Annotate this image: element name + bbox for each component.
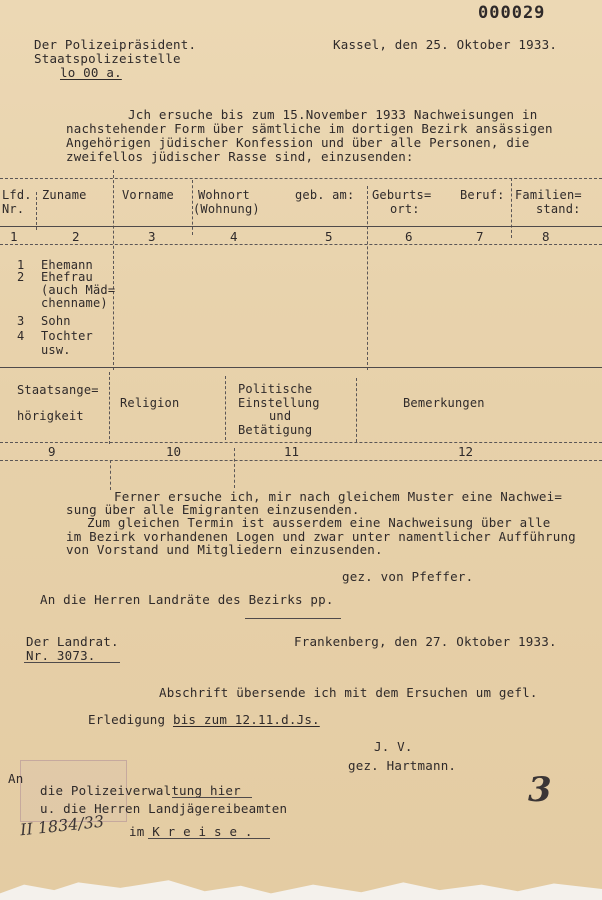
header-beruf: Beruf: bbox=[460, 188, 505, 202]
header-nr: Nr. bbox=[2, 202, 25, 216]
kreise-line bbox=[129, 825, 253, 839]
col-divider bbox=[234, 448, 235, 488]
landrat-number: Nr. 3073. bbox=[26, 648, 96, 663]
col-number: 8 bbox=[542, 229, 550, 244]
col-divider bbox=[113, 170, 114, 370]
row-label: usw. bbox=[41, 343, 71, 357]
row-number: 3 bbox=[17, 314, 25, 328]
further-line: im Bezirk vorhandenen Logen und zwar unter namentlicher Aufführung bbox=[66, 529, 576, 544]
landrat-rule bbox=[24, 662, 120, 663]
signature-pfeffer: gez. von Pfeffer. bbox=[342, 569, 474, 584]
row-label: chenname) bbox=[41, 296, 108, 310]
header-geburtsort: Geburts= bbox=[372, 188, 432, 202]
signature-hartmann: gez. Hartmann. bbox=[348, 758, 457, 773]
col-number: 10 bbox=[166, 444, 182, 459]
table2-top-rule bbox=[0, 367, 602, 368]
torn-edge bbox=[0, 878, 602, 900]
header-wohnung: (Wohnung) bbox=[193, 202, 260, 216]
col-number: 6 bbox=[405, 229, 413, 244]
col-divider bbox=[367, 186, 368, 370]
table1-number-rule bbox=[0, 244, 602, 245]
sender-title: Der Polizeipräsident. bbox=[34, 37, 197, 52]
col-divider bbox=[36, 192, 37, 230]
col-divider bbox=[356, 378, 357, 442]
col-number: 11 bbox=[284, 444, 300, 459]
col-number: 2 bbox=[72, 229, 80, 244]
header-politische: und bbox=[269, 409, 292, 423]
col-divider bbox=[511, 178, 512, 238]
erledigung-prefix: Erledigung bbox=[88, 712, 173, 727]
col-number: 1 bbox=[10, 229, 18, 244]
copy-line: Abschrift übersende ich mit dem Ersuchen um gefl. bbox=[159, 685, 538, 700]
row-number: 2 bbox=[17, 270, 25, 284]
header-zuname: Zuname bbox=[42, 188, 87, 202]
col-number: 4 bbox=[230, 229, 238, 244]
recipient-polizei-text: die Polizeiverwaltung hier bbox=[40, 783, 241, 798]
row-label: Sohn bbox=[41, 314, 71, 328]
table2-number-rule bbox=[0, 460, 602, 461]
col-divider bbox=[225, 376, 226, 440]
an-label: An bbox=[8, 771, 24, 786]
document-number: 000029 bbox=[478, 3, 546, 23]
intro-line: Jch ersuche bis zum 15.November 1933 Nachweisungen in bbox=[128, 107, 538, 122]
landrat-title: Der Landrat. bbox=[26, 634, 119, 649]
header-vorname: Vorname bbox=[122, 188, 174, 202]
row-number: 1 bbox=[17, 258, 25, 272]
intro-line: Angehörigen jüdischer Konfession und über alle Personen, die bbox=[66, 135, 530, 150]
stamp-number-handwritten: II 1834/33 bbox=[19, 811, 105, 840]
row-label: Ehemann bbox=[41, 258, 93, 272]
row-label: (auch Mäd= bbox=[41, 283, 116, 297]
kreise-prefix: im bbox=[129, 824, 153, 839]
col-number: 3 bbox=[148, 229, 156, 244]
col-divider bbox=[110, 460, 111, 490]
header-politische: Politische bbox=[238, 382, 313, 396]
further-line: von Vorstand und Mitgliedern einzusenden. bbox=[66, 542, 383, 557]
header-geburtsort: ort: bbox=[390, 202, 420, 216]
sender-department: Staatspolizeistelle bbox=[34, 51, 181, 66]
header-wohnort: Wohnort bbox=[198, 188, 250, 202]
header-religion: Religion bbox=[120, 396, 180, 410]
separator-rule bbox=[245, 618, 341, 619]
header-geb: geb. am: bbox=[295, 188, 355, 202]
header-staatsangehoerigkeit: hörigkeit bbox=[17, 409, 84, 423]
jv-label: J. V. bbox=[374, 739, 413, 754]
header-bemerkungen: Bemerkungen bbox=[403, 396, 485, 410]
recipient-polizei bbox=[40, 784, 241, 798]
erledigung-line bbox=[88, 713, 320, 727]
landrat-place-date: Frankenberg, den 27. Oktober 1933. bbox=[294, 634, 557, 649]
col-number: 12 bbox=[458, 444, 474, 459]
recipients-landraete: An die Herren Landräte des Bezirks pp. bbox=[40, 592, 334, 607]
kreise-word: K r e i s e . bbox=[152, 824, 253, 839]
intro-line: nachstehender Form über sämtliche im dortigen Bezirk ansässigen bbox=[66, 121, 553, 136]
header-politische: Einstellung bbox=[238, 396, 320, 410]
row-number: 4 bbox=[17, 329, 25, 343]
further-line: sung über alle Emigranten einzusenden. bbox=[66, 502, 360, 517]
table2-header-rule bbox=[0, 442, 602, 443]
place-date: Kassel, den 25. Oktober 1933. bbox=[333, 37, 558, 52]
header-familienstand: stand: bbox=[536, 202, 581, 216]
header-familienstand: Familien= bbox=[515, 188, 582, 202]
kreise-rule bbox=[148, 838, 270, 839]
table1-header-rule bbox=[0, 226, 602, 227]
further-line: Ferner ersuche ich, mir nach gleichem Muster eine Nachwei= bbox=[114, 489, 563, 504]
recipient-landjaeger: u. die Herren Landjägereibeamten bbox=[40, 801, 288, 816]
col-number: 9 bbox=[48, 444, 56, 459]
row-label: Tochter bbox=[41, 329, 93, 343]
header-staatsangehoerigkeit: Staatsange= bbox=[17, 383, 99, 397]
header-politische: Betätigung bbox=[238, 423, 313, 437]
further-line: Zum gleichen Termin ist ausserdem eine Nachweisung über alle bbox=[87, 515, 551, 530]
header-lfd: Lfd. bbox=[2, 188, 32, 202]
col-divider bbox=[109, 372, 110, 444]
col-number: 7 bbox=[476, 229, 484, 244]
row-label: Ehefrau bbox=[41, 270, 93, 284]
sender-reference: lo 00 a. bbox=[60, 65, 122, 80]
margin-mark-handwritten: 3 bbox=[528, 770, 552, 810]
erledigung-deadline: bis zum 12.11.d.Js. bbox=[172, 712, 320, 727]
intro-line: zweifellos jüdischer Rasse sind, einzusenden: bbox=[66, 149, 414, 164]
col-number: 5 bbox=[325, 229, 333, 244]
recipient-rule bbox=[172, 797, 252, 798]
